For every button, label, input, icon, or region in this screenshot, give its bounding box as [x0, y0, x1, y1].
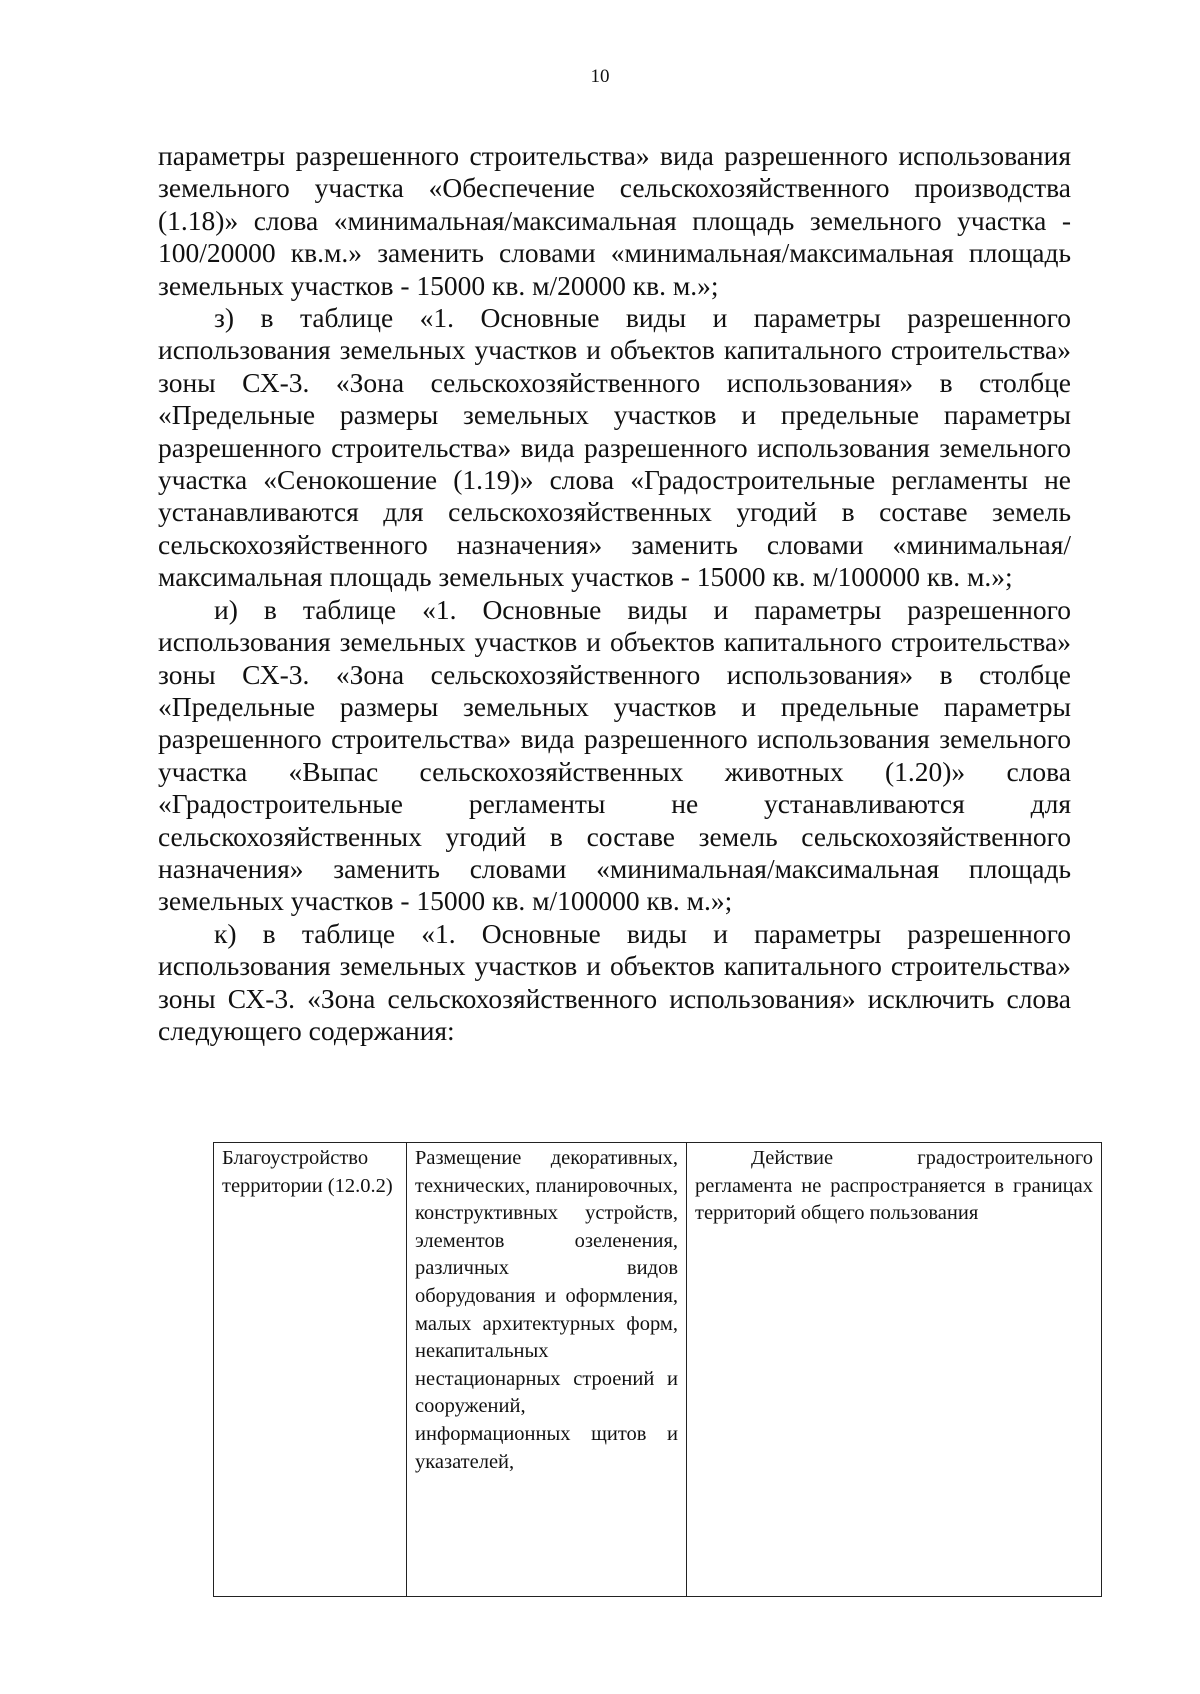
- paragraph-item-i: и) в таблице «1. Основные виды и параметры разрешенного использования земельных участков и объектов капитального строительства» зоны СХ-3. «Зона сельскохозяйственного использования» в столбце «Предельные размеры земельных участков и предельные параметры разрешенного строительства» вида разрешенного использования земельного участка «Выпас сельскохозяйственных животных (1.20)» слова «Градостроительные регламенты не устанавливаются для сельскохозяйственных угодий в составе земель сельскохозяйственного назначения» заменить словами «минимальная/максимальная площадь земельных участков - 15000 кв. м/100000 кв. м.»;: [158, 593, 1071, 917]
- page-number: 10: [590, 66, 610, 87]
- parameters-text: Действие градостроительного регламента не распространяется в границах территорий общего пользования: [695, 1147, 1093, 1225]
- table-row: [214, 1143, 1102, 1597]
- paragraph-item-k: к) в таблице «1. Основные виды и параметры разрешенного использования земельных участков и объектов капитального строительства» зоны СХ-3. «Зона сельскохозяйственного использования» исключить слова следующего содержания:: [158, 917, 1071, 1046]
- table-cell-name: Благоустройство территории (12.0.2): [214, 1143, 407, 1597]
- paragraph-item-z: з) в таблице «1. Основные виды и параметры разрешенного использования земельных участков и объектов капитального строительства» зоны СХ-3. «Зона сельскохозяйственного использования» в столбце «Предельные размеры земельных участков и предельные параметры разрешенного строительства» вида разрешенного использования земельного участка «Сенокошение (1.19)» слова «Градостроительные регламенты не устанавливаются для сельскохозяйственных угодий в составе земель сельскохозяйственного назначения» заменить словами «минимальная/максимальная площадь земельных участков - 15000 кв. м/100000 кв. м.»;: [158, 302, 1071, 593]
- excluded-words-table: [213, 1142, 1102, 1597]
- table-cell-parameters: [687, 1143, 1102, 1597]
- table-cell-description: Размещение декоративных, технических, планировочных, конструктивных устройств, элементов озеленения, различных видов оборудования и оформления, малых архитектурных форм, некапитальных нестационарных строений и сооружений, информационных щитов и указателей,: [407, 1143, 687, 1597]
- document-body: [158, 140, 1071, 1047]
- excluded-words-table-wrapper: [213, 1142, 1102, 1597]
- paragraph-continuation: параметры разрешенного строительства» вида разрешенного использования земельного участка «Обеспечение сельскохозяйственного производства (1.18)» слова «минимальная/максимальная площадь земельного участка - 100/20000 кв.м.» заменить словами «минимальная/максимальная площадь земельных участков - 15000 кв. м/20000 кв. м.»;: [158, 140, 1071, 301]
